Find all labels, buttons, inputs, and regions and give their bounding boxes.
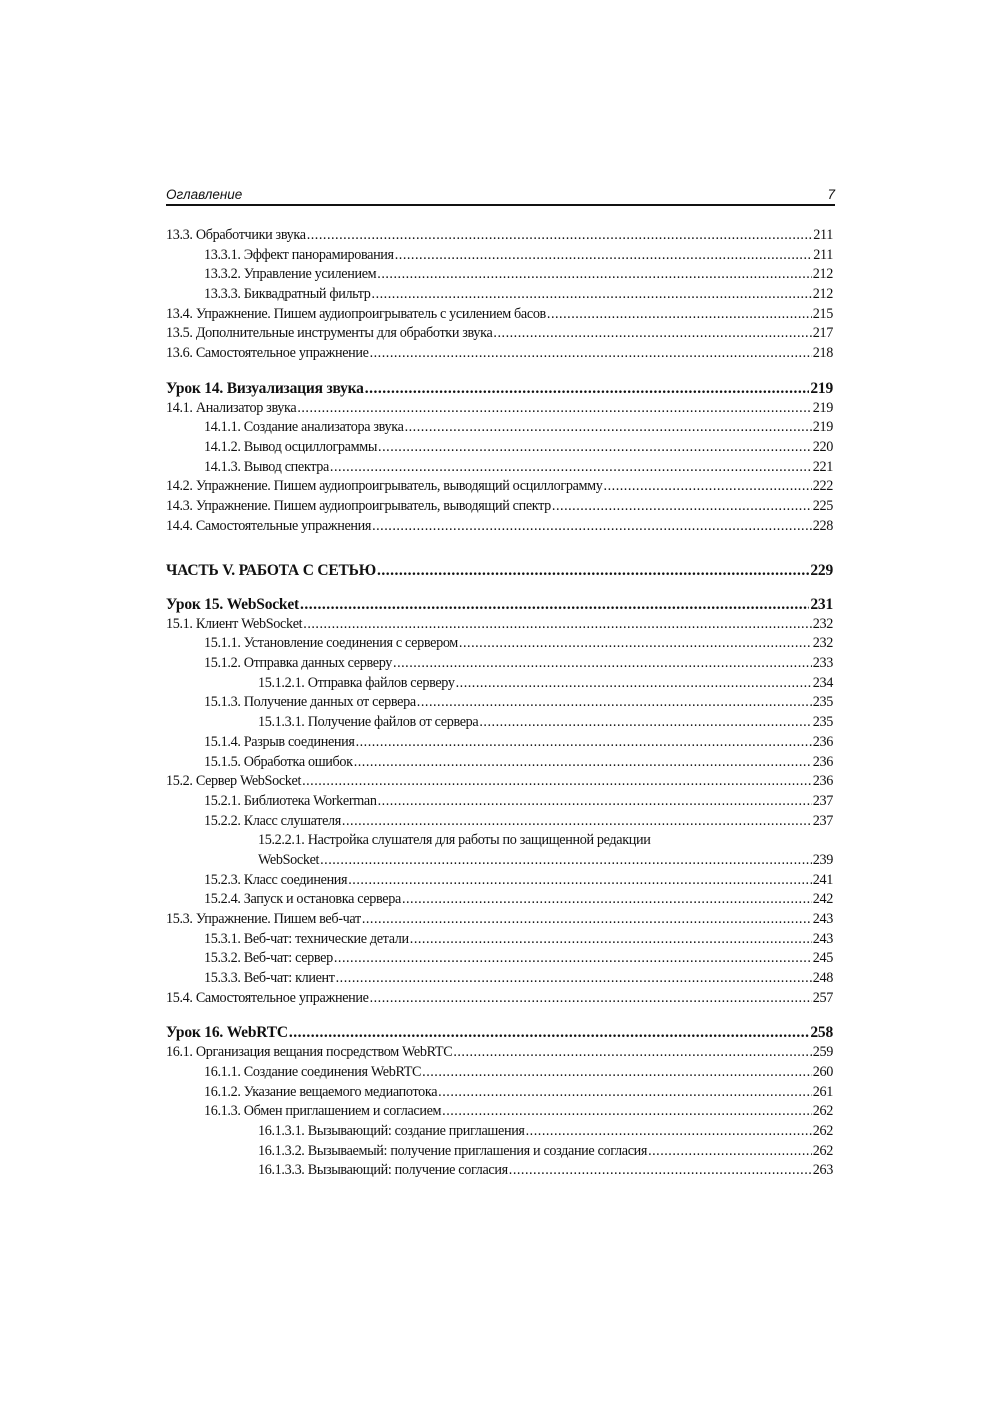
toc-entry-page: 228 — [812, 517, 833, 534]
dot-leader — [459, 634, 812, 654]
toc-entry[interactable] — [166, 438, 833, 458]
toc-entry-title: 14.1.2. Вывод осциллограммы — [204, 438, 378, 455]
toc-entry[interactable] — [166, 989, 833, 1009]
toc-entry-page: 217 — [812, 325, 833, 342]
toc-entry[interactable] — [166, 265, 833, 285]
toc-entry-line — [166, 1043, 833, 1063]
toc-entry-line — [166, 812, 833, 832]
toc-entry-title: 15.2.4. Запуск и остановка сервера — [204, 891, 401, 908]
toc-entry-title: 14.4. Самостоятельные упражнения — [166, 517, 372, 534]
toc-entry-page: 243 — [812, 911, 833, 927]
toc-entry[interactable] — [166, 949, 833, 969]
toc-entry-line — [166, 1142, 833, 1162]
dot-leader — [372, 285, 812, 305]
toc-entry-page: 211 — [813, 227, 833, 243]
toc-entry[interactable] — [166, 1063, 833, 1083]
toc-entry-title: 16.1.1. Создание соединения WebRTC — [204, 1063, 422, 1080]
toc-entry-page: 215 — [812, 305, 833, 322]
toc-entry-line — [166, 1122, 833, 1142]
toc-entry-line — [166, 517, 833, 537]
toc-entry-line — [166, 324, 833, 344]
toc-entry-page: 212 — [812, 266, 833, 283]
toc-entry-title: 16.1.3.1. Вызывающий: создание приглашения — [258, 1122, 525, 1139]
toc-entry[interactable] — [166, 634, 833, 654]
toc-entry-page: 242 — [812, 891, 833, 908]
toc-entry-title: 16.1.3.2. Вызываемый: получение приглашения и создание согласия — [258, 1142, 648, 1159]
toc-entry[interactable] — [166, 890, 833, 910]
toc-entry[interactable] — [166, 910, 833, 930]
table-of-contents — [166, 226, 833, 1181]
toc-entry-line — [166, 246, 833, 266]
toc-entry-line — [166, 792, 833, 812]
toc-entry-title: Урок 15. WebSocket — [166, 596, 299, 613]
toc-entry-title: 15.2.1. Библиотека Workerman — [204, 792, 377, 809]
toc-entry-page: 219 — [812, 399, 833, 416]
toc-entry-line — [166, 753, 833, 773]
dot-leader — [547, 305, 812, 325]
toc-entry-page: 232 — [812, 615, 833, 632]
toc-entry-page: 231 — [810, 596, 833, 613]
toc-entry-line — [166, 674, 833, 694]
toc-entry-page: 235 — [812, 714, 833, 731]
dot-leader — [417, 693, 812, 713]
toc-entry-page: 245 — [812, 950, 833, 967]
toc-entry-page: 262 — [812, 1122, 833, 1139]
dot-leader — [422, 1063, 812, 1083]
toc-entry-line — [166, 693, 833, 713]
toc-entry-line — [166, 871, 833, 891]
running-header — [166, 186, 835, 206]
toc-entry-page: 211 — [813, 246, 833, 263]
toc-entry-page: 218 — [812, 345, 833, 362]
toc-entry[interactable] — [166, 1161, 833, 1181]
dot-leader — [370, 344, 812, 364]
toc-entry-title: 16.1.3. Обмен приглашением и согласием — [204, 1103, 442, 1120]
toc-entry[interactable] — [166, 713, 833, 733]
toc-entry-title: 14.2. Упражнение. Пишем аудиопроигрыватель, выводящий осциллограмму — [166, 478, 603, 495]
toc-entry-page: 259 — [812, 1044, 833, 1061]
toc-entry[interactable] — [166, 285, 833, 305]
toc-entry-title: 16.1.3.3. Вызывающий: получение согласия — [258, 1162, 508, 1179]
toc-entry-title: 15.1.2.1. Отправка файлов серверу — [258, 674, 455, 691]
toc-entry-line — [166, 265, 833, 285]
toc-entry[interactable] — [166, 812, 833, 832]
dot-leader — [442, 1102, 812, 1122]
toc-entry-line — [166, 713, 833, 733]
dot-leader — [377, 265, 811, 285]
toc-entry-line — [166, 772, 833, 792]
toc-entry-line — [166, 733, 833, 753]
dot-leader — [453, 1043, 811, 1063]
dot-leader — [370, 989, 812, 1009]
toc-entry-title: 15.2.2.1. Настройка слушателя для работы по защищенной редакции — [258, 832, 651, 849]
toc-entry[interactable] — [166, 930, 833, 950]
toc-entry-title: 15.1. Клиент WebSocket — [166, 615, 303, 632]
dot-leader — [377, 561, 809, 581]
toc-entry[interactable] — [166, 517, 833, 537]
toc-part-entry[interactable] — [166, 561, 833, 581]
toc-entry[interactable] — [166, 477, 833, 497]
toc-entry-title: 14.1.3. Вывод спектра — [204, 458, 329, 475]
toc-entry-page: 229 — [810, 562, 833, 580]
toc-entry-title: 15.2. Сервер WebSocket — [166, 773, 302, 790]
toc-entry-line — [166, 305, 833, 325]
toc-entry[interactable] — [166, 1142, 833, 1162]
toc-entry[interactable] — [166, 693, 833, 713]
toc-entry-title: 13.3.2. Управление усилением — [204, 266, 377, 283]
toc-entry-line — [166, 561, 833, 581]
header-title: Оглавление — [166, 187, 243, 202]
dot-leader — [402, 890, 812, 910]
toc-entry-title: 13.3.3. Биквадратный фильтр — [204, 286, 371, 303]
toc-entry-title: 15.3.2. Веб-чат: сервер — [204, 950, 333, 967]
toc-entry-page: 221 — [812, 458, 833, 475]
dot-leader — [356, 733, 812, 753]
dot-leader — [393, 654, 812, 674]
toc-entry[interactable] — [166, 654, 833, 674]
toc-entry-title: 15.1.2. Отправка данных серверу — [204, 655, 393, 672]
toc-entry-title: 13.3. Обработчики звука — [166, 227, 306, 243]
toc-entry-title: 15.2.3. Класс соединения — [204, 871, 348, 888]
toc-entry[interactable] — [166, 324, 833, 344]
dot-leader — [410, 930, 812, 950]
toc-entry[interactable] — [166, 497, 833, 517]
toc-entry-line — [166, 379, 833, 399]
toc-entry-title: 13.6. Самостоятельное упражнение — [166, 345, 369, 362]
dot-leader — [354, 753, 812, 773]
toc-entry-page: 262 — [812, 1103, 833, 1120]
toc-entry-title: Урок 14. Визуализация звука — [166, 379, 364, 397]
toc-entry-line — [166, 497, 833, 517]
toc-entry[interactable] — [166, 418, 833, 438]
toc-entry-title: 15.2.2. Класс слушателя — [204, 812, 341, 829]
toc-entry-title: 14.1. Анализатор звука — [166, 399, 297, 416]
toc-entry-page: 235 — [812, 694, 833, 711]
dot-leader — [303, 615, 812, 635]
toc-entry-line — [166, 634, 833, 654]
toc-entry-line — [166, 930, 833, 950]
toc-entry-line — [166, 438, 833, 458]
toc-entry-page: 219 — [812, 419, 833, 436]
toc-entry-title: 15.1.5. Обработка ошибок — [204, 753, 353, 770]
toc-entry-title: 15.3.3. Веб-чат: клиент — [204, 970, 335, 987]
toc-entry[interactable] — [166, 871, 833, 891]
toc-entry-line — [166, 1023, 833, 1043]
dot-leader — [348, 871, 812, 891]
toc-entry-page: 263 — [812, 1162, 833, 1179]
toc-entry-title: 15.3. Упражнение. Пишем веб-чат — [166, 911, 361, 927]
toc-entry-line — [166, 949, 833, 969]
toc-entry[interactable] — [166, 246, 833, 266]
dot-leader — [320, 851, 812, 871]
dot-leader — [362, 910, 812, 930]
dot-leader — [552, 497, 812, 517]
toc-entry-page: 212 — [812, 286, 833, 303]
dot-leader — [372, 517, 812, 537]
toc-entry-title: 15.4. Самостоятельное упражнение — [166, 989, 369, 1006]
toc-entry-line — [166, 458, 833, 478]
toc-entry-title: Урок 16. WebRTC — [166, 1024, 288, 1042]
toc-entry-title: 13.3.1. Эффект панорамирования — [204, 246, 394, 263]
page-number: 7 — [827, 187, 835, 202]
toc-entry-line — [166, 1083, 833, 1103]
toc-entry-line — [166, 615, 833, 635]
toc-entry[interactable] — [166, 772, 833, 792]
toc-entry[interactable] — [166, 344, 833, 364]
toc-entry-page: 260 — [812, 1063, 833, 1080]
toc-entry-page: 237 — [812, 792, 833, 809]
toc-entry-line — [166, 1161, 833, 1181]
dot-leader — [479, 713, 811, 733]
dot-leader — [604, 477, 812, 497]
toc-entry-page: 261 — [812, 1083, 833, 1100]
toc-entry-line — [166, 285, 833, 305]
dot-leader — [509, 1161, 812, 1181]
dot-leader — [648, 1142, 812, 1162]
toc-entry-line — [166, 418, 833, 438]
dot-leader — [289, 1023, 809, 1043]
toc-lesson-entry[interactable] — [166, 595, 833, 615]
toc-entry-page: 237 — [812, 812, 833, 829]
dot-leader — [493, 324, 811, 344]
toc-entry-page: 257 — [812, 989, 833, 1006]
toc-entry-line — [166, 399, 833, 419]
toc-entry-title: 15.1.1. Установление соединения с сервером — [204, 635, 458, 652]
dot-leader — [378, 438, 812, 458]
toc-entry-title: 16.1.2. Указание вещаемого медиапотока — [204, 1083, 438, 1100]
dot-leader — [330, 458, 812, 478]
toc-entry-page: 248 — [812, 970, 833, 987]
toc-entry-page: 234 — [812, 674, 833, 691]
toc-entry[interactable] — [166, 1043, 833, 1063]
toc-entry[interactable] — [166, 733, 833, 753]
toc-entry-title-cont: WebSocket — [258, 851, 320, 868]
toc-entry[interactable] — [166, 1122, 833, 1142]
dot-leader — [378, 792, 812, 812]
toc-entry-line — [166, 989, 833, 1009]
dot-leader — [334, 949, 812, 969]
dot-leader — [302, 772, 812, 792]
dot-leader — [297, 399, 811, 419]
toc-entry[interactable] — [166, 226, 833, 246]
toc-entry-page: 239 — [812, 851, 833, 868]
toc-entry[interactable] — [166, 615, 833, 635]
toc-lesson-entry[interactable] — [166, 1023, 833, 1043]
toc-entry-title: 14.1.1. Создание анализатора звука — [204, 419, 404, 436]
toc-entry[interactable] — [166, 1102, 833, 1122]
toc-entry-line — [166, 851, 833, 871]
toc-entry-line — [166, 477, 833, 497]
toc-entry-line — [166, 654, 833, 674]
toc-entry-title: 15.1.3. Получение данных от сервера — [204, 694, 416, 711]
dot-leader — [342, 812, 812, 832]
toc-entry-page: 243 — [812, 930, 833, 947]
toc-entry[interactable] — [166, 969, 833, 989]
toc-entry-line — [166, 344, 833, 364]
toc-entry-page: 262 — [812, 1142, 833, 1159]
toc-entry-title: ЧАСТЬ V. РАБОТА С СЕТЬЮ — [166, 562, 376, 580]
toc-entry-page: 258 — [810, 1024, 833, 1042]
toc-entry-title: 16.1. Организация вещания посредством WebRTC — [166, 1044, 453, 1061]
dot-leader — [456, 674, 812, 694]
toc-entry-page: 236 — [812, 753, 833, 770]
toc-entry-page: 232 — [812, 635, 833, 652]
toc-entry-title: 13.4. Упражнение. Пишем аудиопроигрыватель с усилением басов — [166, 305, 546, 322]
toc-entry[interactable] — [166, 674, 833, 694]
toc-entry[interactable] — [166, 831, 833, 870]
toc-entry-title: 14.3. Упражнение. Пишем аудиопроигрыватель, выводящий спектр — [166, 497, 551, 514]
toc-entry-page: 222 — [812, 478, 833, 495]
toc-entry-line — [166, 226, 833, 246]
toc-entry-line — [166, 595, 833, 615]
dot-leader — [526, 1122, 812, 1142]
toc-entry-page: 219 — [810, 379, 833, 397]
dot-leader — [365, 379, 810, 399]
dot-leader — [395, 246, 813, 266]
toc-entry[interactable] — [166, 1083, 833, 1103]
toc-entry[interactable] — [166, 399, 833, 419]
toc-entry-title: 15.3.1. Веб-чат: технические детали — [204, 930, 409, 947]
toc-entry-page: 241 — [812, 871, 833, 888]
toc-entry-page: 220 — [812, 438, 833, 455]
dot-leader — [307, 226, 813, 246]
toc-entry-page: 225 — [812, 497, 833, 514]
toc-entry-page: 236 — [812, 773, 833, 790]
toc-lesson-entry[interactable] — [166, 379, 833, 399]
toc-entry[interactable] — [166, 458, 833, 478]
toc-entry-line — [166, 910, 833, 930]
toc-entry-line — [166, 969, 833, 989]
toc-entry-line — [166, 890, 833, 910]
toc-entry[interactable] — [166, 753, 833, 773]
toc-entry[interactable] — [166, 792, 833, 812]
toc-entry-title: 13.5. Дополнительные инструменты для обработки звука — [166, 325, 493, 342]
toc-entry-line — [166, 1063, 833, 1083]
toc-entry[interactable] — [166, 305, 833, 325]
toc-entry-page: 233 — [812, 655, 833, 672]
dot-leader — [438, 1083, 812, 1103]
toc-entry-title: 15.1.3.1. Получение файлов от сервера — [258, 714, 479, 731]
toc-entry-line — [166, 1102, 833, 1122]
dot-leader — [405, 418, 812, 438]
toc-entry-page: 236 — [812, 733, 833, 750]
toc-entry-title: 15.1.4. Разрыв соединения — [204, 733, 355, 750]
dot-leader — [300, 595, 809, 615]
dot-leader — [336, 969, 812, 989]
